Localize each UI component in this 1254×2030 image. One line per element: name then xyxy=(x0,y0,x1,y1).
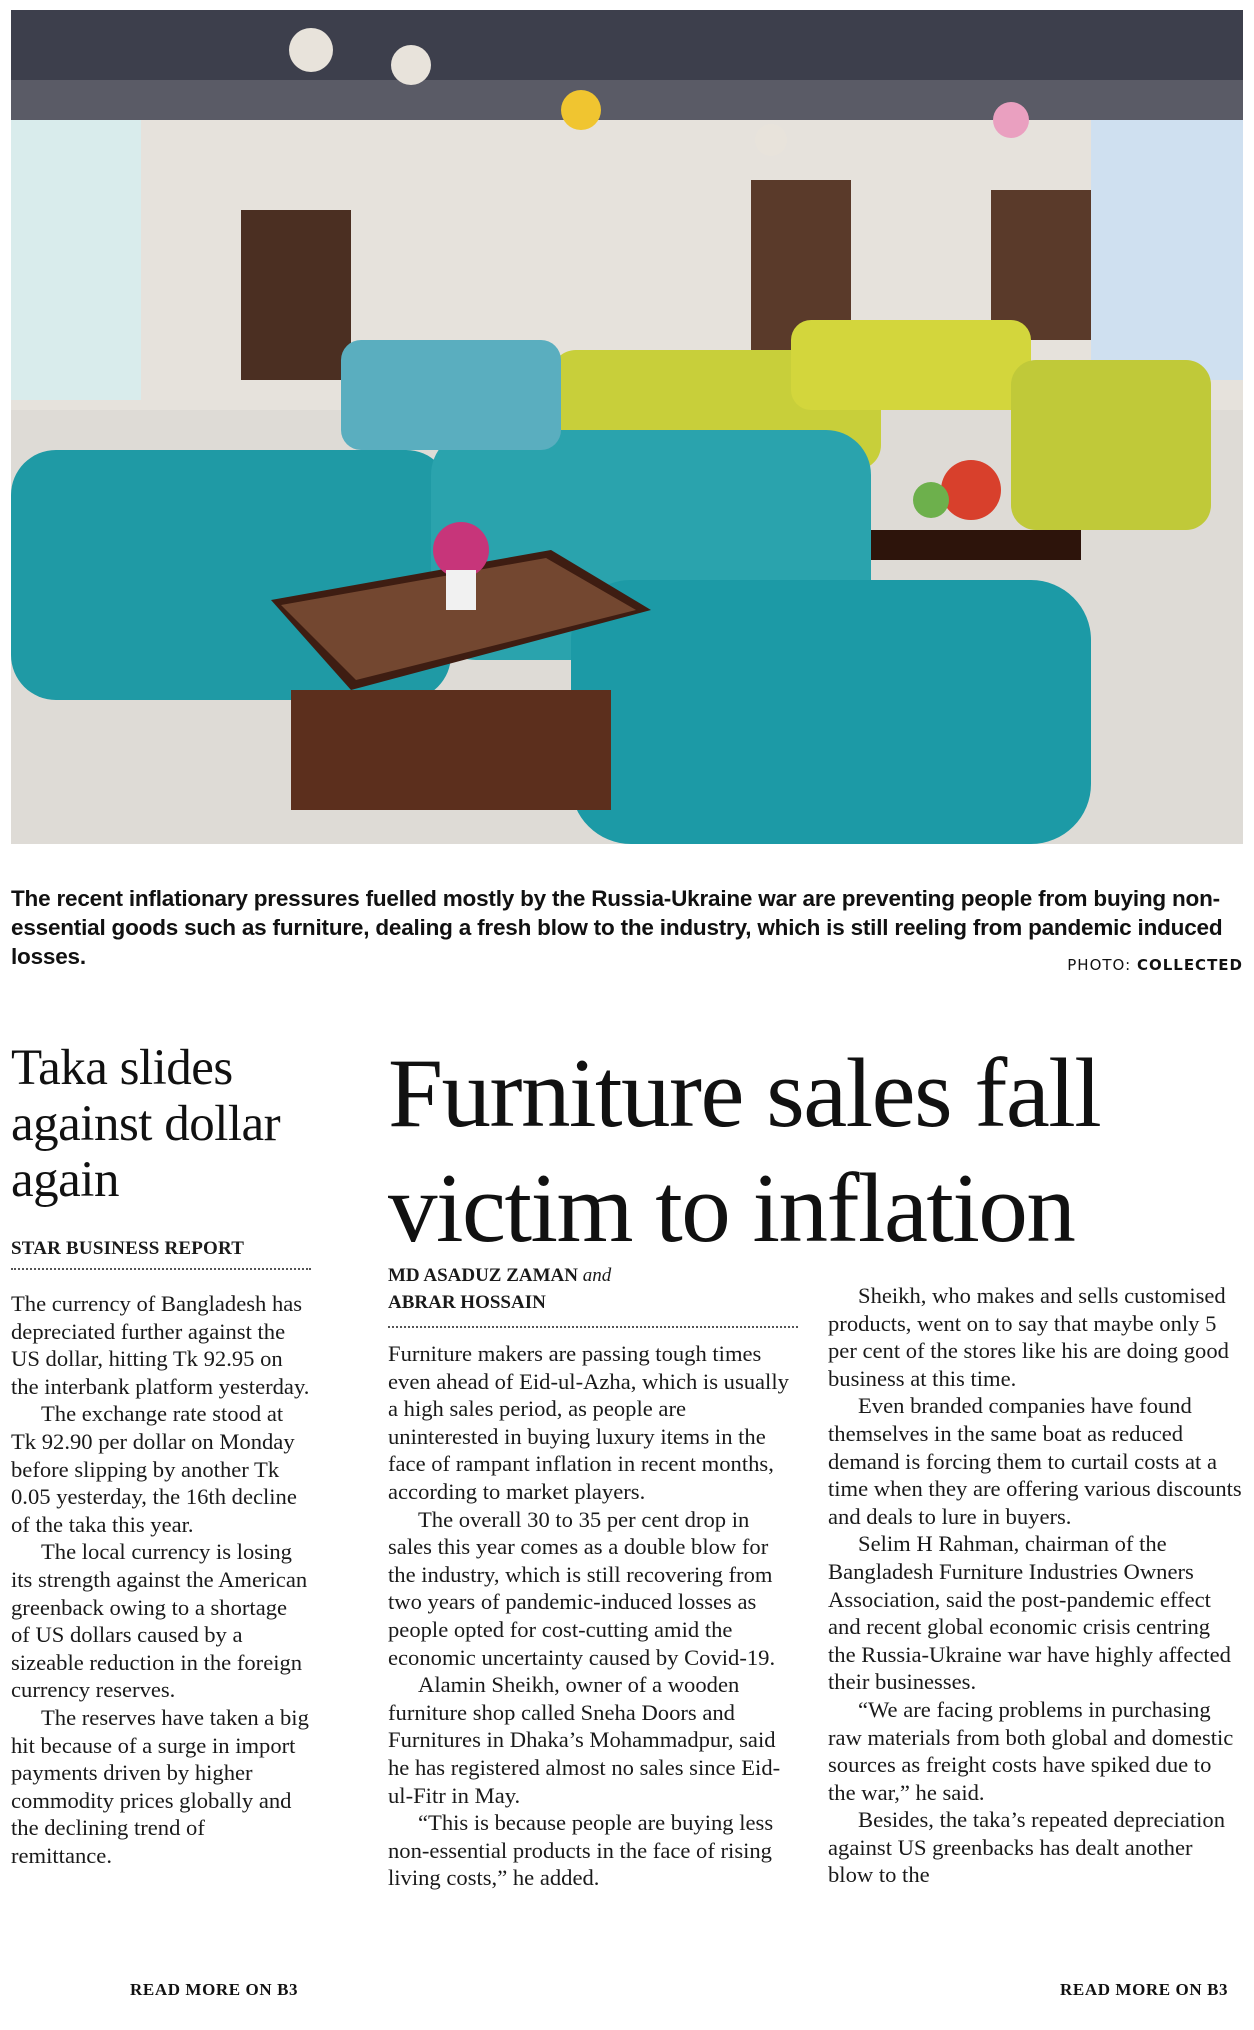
side-story-paragraph: The local currency is losing its strength against the American greenback owing to a shortage of US dollars caused by a sizeable reduction in the foreign currency reserves. xyxy=(11,1539,308,1703)
photo-illustration xyxy=(11,10,1243,844)
main-story-paragraph: “This is because people are buying less non-essential products in the face of rising living costs,” he added. xyxy=(388,1810,774,1891)
photo-credit-source: COLLECTED xyxy=(1136,956,1243,974)
side-story-paragraph: The currency of Bangladesh has depreciated further against the US dollar, hitting Tk 92.95 on the interbank platform yesterday. xyxy=(11,1291,310,1399)
photo-caption: The recent inflationary pressures fuelled mostly by the Russia-Ukraine war are preventing people from buying non-essential goods such as furniture, dealing a fresh blow to the industry, which is still reeling from pandemic induced losses. xyxy=(11,886,1223,969)
side-story-read-more[interactable]: READ MORE ON B3 xyxy=(130,1980,299,1999)
side-story-paragraph: The reserves have taken a big hit because of a surge in import payments driven by higher commodity prices globally and the declining trend of remittance. xyxy=(11,1704,309,1868)
main-story-paragraph: “We are facing problems in purchasing raw materials from both global and domestic sources as freight costs have spiked due to the war,” he said. xyxy=(828,1696,1234,1805)
side-story-paragraph: The exchange rate stood at Tk 92.90 per dollar on Monday before slipping by another Tk 0.05 yesterday, the 16th decline of the taka this year. xyxy=(11,1401,297,1537)
byline-author-2: ABRAR HOSSAIN xyxy=(388,1292,546,1313)
main-story-read-more[interactable]: READ MORE ON B3 xyxy=(1060,1980,1229,1999)
main-story-paragraph: Selim H Rahman, chairman of the Bangladesh Furniture Industries Owners Association, said the post-pandemic effect and recent global economic crisis centring the Russia-Ukraine war have highly affected their businesses. xyxy=(828,1531,1231,1695)
side-story-headline: Taka slides against dollar again xyxy=(11,1040,281,1208)
main-story-headline: Furniture sales fall victim to inflation xyxy=(388,1039,1101,1263)
side-story-body xyxy=(11,1290,311,1869)
furniture-showroom-photo xyxy=(11,10,1243,844)
main-story-column-1 xyxy=(388,1340,798,1892)
main-story-paragraph: The overall 30 to 35 per cent drop in sales this year comes as a double blow for the industry, which is still recovering from two years of pandemic-induced losses as people opted for cost-cutting amid the economic uncertainty caused by Covid-19. xyxy=(388,1506,776,1670)
photo-credit-label: PHOTO: xyxy=(1067,956,1132,974)
main-story-paragraph: Alamin Sheikh, owner of a wooden furniture shop called Sneha Doors and Furnitures in Dhaka’s Mohammadpur, said he has registered almost no sales since Eid-ul-Fitr in May. xyxy=(388,1672,781,1808)
main-story-paragraph: Sheikh, who makes and sells customised products, went on to say that maybe only 5 per cent of the stores like his are doing good business at this time. xyxy=(828,1283,1229,1391)
photo-credit xyxy=(1067,956,1243,974)
main-story-byline xyxy=(388,1262,798,1328)
main-story-paragraph: Furniture makers are passing tough times even ahead of Eid-ul-Azha, which is usually a high sales period, as people are uninterested in buying luxury items in the face of rampant inflation in recent months, according to market players. xyxy=(388,1341,789,1504)
main-story-paragraph: Even branded companies have found themselves in the same boat as reduced demand is forcing them to curtail costs at a time when they are offering various discounts and deals to lure in buyers. xyxy=(828,1393,1242,1529)
main-story-paragraph: Besides, the taka’s repeated depreciation against US greenbacks has dealt another blow to the xyxy=(828,1807,1225,1888)
side-story-byline: STAR BUSINESS REPORT xyxy=(11,1238,311,1270)
byline-author-1: MD ASADUZ ZAMAN xyxy=(388,1265,578,1286)
byline-joiner: and xyxy=(582,1265,612,1286)
main-story-column-2 xyxy=(828,1282,1243,1889)
